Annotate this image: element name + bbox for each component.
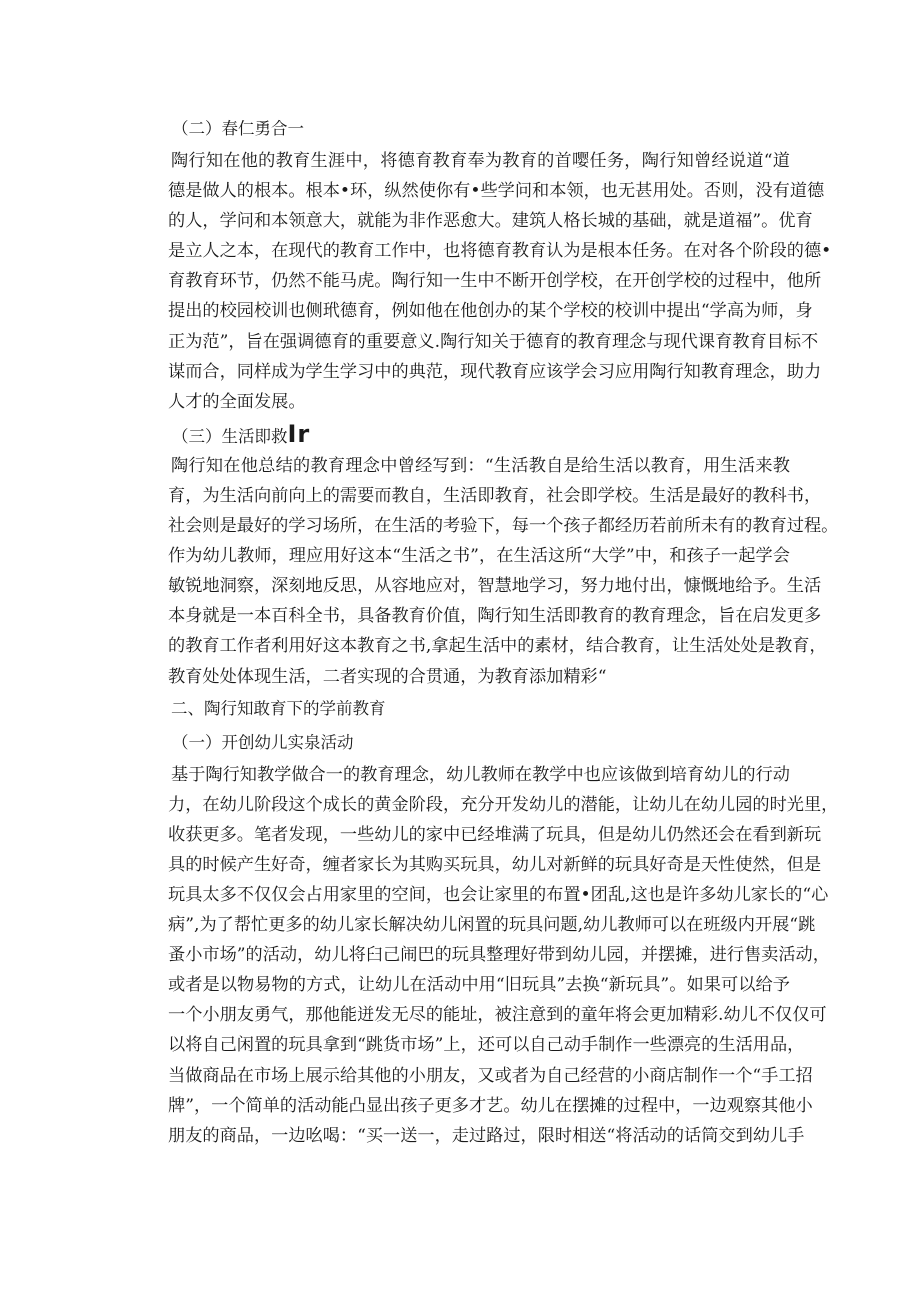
- paragraph-moral-education: [168, 146, 832, 417]
- text-line: 正为范”，旨在强调德育的重要意义.陶行知关于德育的教育理念与现代课育教育目标不: [168, 331, 819, 352]
- text-line: 朋友的商品，一边吆喝：“买一送一，走过路过，限时相送“将活动的话筒交到幼儿手: [168, 1125, 805, 1146]
- text-line: 育教育环节，仍然不能马虎。陶行知一生中不断开创学校，在开创学校的过程中，他所: [168, 271, 822, 292]
- text-line: 本身就是一本百科全书，具备教育价值，陶行知生活即教育的教育理念，旨在启发更多: [168, 606, 822, 627]
- text-line: 陶行知在他的教育生涯中，将德育教育奉为教育的首嘤任务，陶行知曾经说道“道: [171, 151, 790, 171]
- document-body: [168, 112, 839, 1151]
- text-line: 敏锐地洞察，深刻地反思，从容地应对，智慧地学习，努力地付出，慷慨地给予。生活: [168, 576, 822, 597]
- section-heading-virtue: （二）春仁勇合一: [172, 119, 304, 138]
- section-heading-practice-activities: （一）开创幼儿实泉活动: [172, 732, 354, 752]
- text-line: 陶行知在他总结的教育理念中曾经写到：“生活教自是给生活以教育，用生活来教: [171, 455, 790, 476]
- text-line: 谋而合，同样成为学生学习中的典范，现代教育应该学会习应用陶行知教育理念，助力: [168, 361, 822, 382]
- text-line: 力，在幼儿阶段这个成长的黄金阶段，充分开发幼儿的潜能，让幼儿在幼儿园的时光里，: [168, 794, 839, 815]
- text-line: 教育处处体现生活，二者实现的合贯通，为教育添加精彩“: [168, 666, 607, 687]
- text-line: 当做商品在市场上展示给其他的小朋友，又或者为自己经营的小商店制作一个“手工招: [168, 1065, 813, 1086]
- text-line: 以将自己闲置的玩具拿到“跳货市场”上，还可以自己动手制作一些漂亮的生活用品，: [168, 1035, 805, 1056]
- text-line: 的人，学问和本领意大，就能为非作恶愈大。建筑人格长城的基础，就是道福”。优育: [168, 211, 813, 232]
- text-line: 玩具太多不仅仅会占用家里的空间，也会让家里的布置•团乱,这也是许多幼儿家长的“心: [168, 884, 829, 905]
- text-line: 牌”，一个简单的活动能凸显出孩子更多才艺。幼儿在摆摊的过程中，一边观察其他小: [168, 1095, 813, 1116]
- text-line: 或者是以物易物的方式，让幼儿在活动中用“旧玩具”去换“新玩具”。如果可以给予: [168, 975, 790, 996]
- text-line: 蚤小市场”的活动，幼儿将臼己闹巴的玩具整理好带到幼儿园，并摆摊，进行售卖活动，: [168, 945, 830, 966]
- text-line: 一个小朋友勇气，那他能迸发无尽的能址，被注意到的童年将会更加精彩.幼儿不仅仅可: [168, 1005, 827, 1026]
- text-line: 德是做人的根本。根本•环，纵然使你有•些学问和本领，也无甚用处。否则，没有道德: [168, 181, 825, 202]
- text-line: 具的时候产生好奇，缠者家长为其购买玩具，幼儿对新鲜的玩具好奇是天性使然，但是: [168, 854, 822, 875]
- text-line: 病”,为了帮忙更多的幼儿家长解决幼儿闲置的玩具问题,幼儿教师可以在班级内开展“跳: [168, 915, 816, 936]
- text-line: 基于陶行知教学做合一的教育理念，幼儿教师在教学中也应该做到培育幼儿的行动: [171, 764, 790, 785]
- text-line: 是立人之本，在现代的教育工作中，也将德育教育认为是根本任务。在对各个阶段的德•: [168, 241, 832, 262]
- text-line: 社会则是最好的学习场所，在生活的考验下，每一个孩子都经历若前所未有的教育过程。: [168, 516, 839, 537]
- text-line: 人才的全面发展。: [168, 391, 306, 412]
- paragraph-flea-market: [168, 760, 839, 1151]
- section-heading-life-education: [168, 417, 790, 451]
- text-line: 作为幼儿教师，理应用好这本“生活之书”，在生活这所“大学”中，和孩子一起学会: [168, 546, 790, 567]
- heading-text: （三）生活即救: [172, 426, 288, 446]
- text-line: 的教育工作者利用好这本教育之书,拿起生活中的素材，结合教育，让生活处处是教育，: [168, 636, 827, 657]
- chapter-heading-preschool: 二、陶行知敢育下的学前教育: [171, 698, 386, 718]
- text-line: 育，为生活向前向上的需要而教自，生活即教育，社会即学校。生活是最好的教科书，: [168, 485, 822, 506]
- paragraph-life-education: [168, 451, 839, 692]
- heading-artifact-text: Ir: [287, 419, 311, 448]
- text-line: 提出的校园校训也侧玳德育，例如他在他创办的某个学校的校训中提出“学高为师，身: [168, 301, 813, 322]
- text-line: 收获更多。笔者发现，一些幼儿的家中已经堆满了玩具，但是幼儿仍然还会在看到新玩: [168, 824, 822, 845]
